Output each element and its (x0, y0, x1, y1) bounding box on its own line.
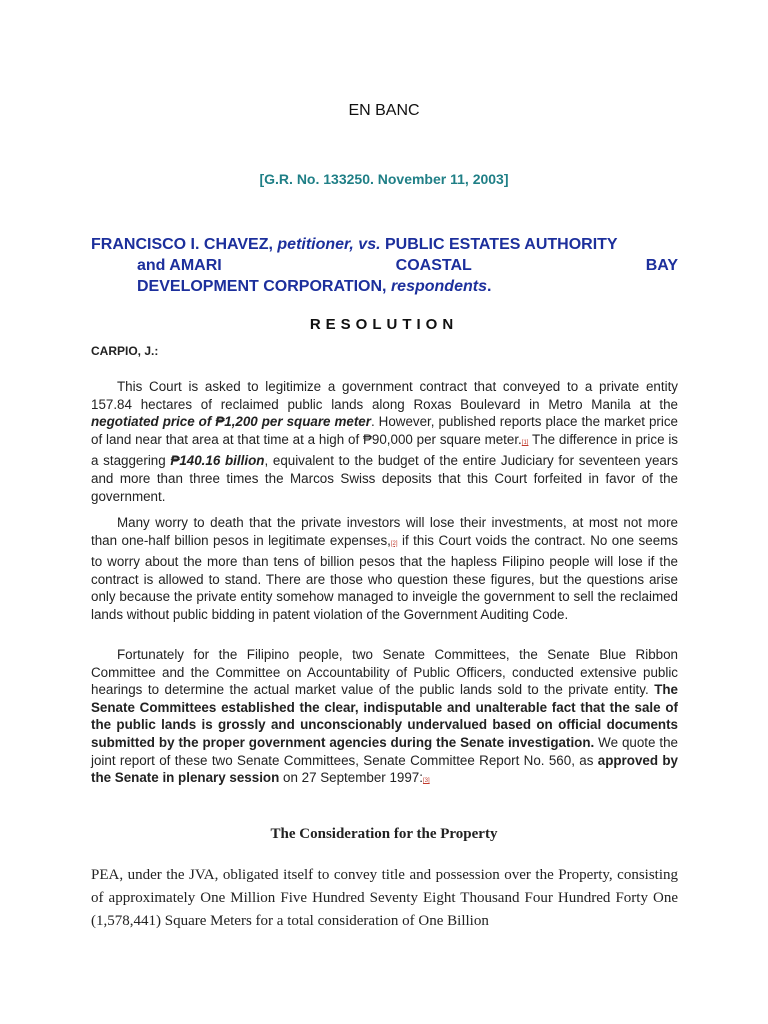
text-run: We quote the joint report of these two Senate Committees, Senate Committee Report No. 560, as (91, 734, 678, 768)
quote-heading: The Consideration for the Property (270, 826, 498, 842)
text-run: , equivalent to the budget of the entire Judiciary for seventeen years and more than three times the Marcos Swiss deposits that this Court forfeited in favor of the government. (91, 453, 679, 504)
text-run: . However, published reports place the market price of land near that area at that time at a high of ₱90,000 per square meter. (91, 414, 678, 447)
footnote-link[interactable]: [1] (521, 439, 529, 446)
text-run: Many worry to death that the private investors will lose their investments, at most not more than one-half billion pesos in legitimate expenses, (91, 515, 678, 548)
case-number: [G.R. No. 133250. November 11, 2003] (259, 171, 509, 187)
text-run: The difference in price is a staggering (91, 431, 678, 469)
text-run: on 27 September 1997: (279, 770, 423, 786)
paragraph-2 (91, 514, 678, 624)
parties-line-1 (91, 234, 678, 255)
parties-word: COASTAL (395, 257, 472, 274)
parties-line-2 (91, 255, 678, 276)
respondent-name-cont: DEVELOPMENT CORPORATION, (137, 278, 387, 295)
petitioner-role: petitioner, (277, 236, 354, 253)
paragraph-1 (91, 378, 678, 505)
emphasis-price: negotiated price of ₱1,200 per square meter (91, 414, 371, 430)
emphasis-approval: approved by the Senate in plenary session (91, 752, 678, 786)
parties-period: . (486, 278, 492, 295)
quote-text: PEA, under the JVA, obligated itself to convey title and possession over the Property, consisting of approximately One Million Five Hundred Seventy Eight Thousand Four Hundred Forty One (1,578,441) Square Meters for a total consideration of One Billion (91, 867, 678, 929)
parties-word: and AMARI (137, 257, 222, 274)
respondent-name: PUBLIC ESTATES AUTHORITY (385, 236, 618, 253)
emphasis-finding: The Senate Committees established the clear, indisputable and unalterable fact that the sale of the public lands is grossly and unconscionably undervalued based on official documents submitted by the proper government agencies during the Senate investigation. (91, 682, 678, 750)
case-parties (91, 234, 678, 297)
petitioner-name: FRANCISCO I. CHAVEZ, (91, 236, 273, 253)
quote-paragraph (91, 864, 678, 933)
document-title: RESOLUTION (309, 316, 459, 333)
footnote-link[interactable]: [3] (422, 778, 430, 785)
paragraph-3 (91, 646, 678, 791)
text-run: Fortunately for the Filipino people, two Senate Committees, the Senate Blue Ribbon Committee and the Committee on Accountability of Public Officers, conducted extensive public hearings to determine the actual market value of the public lands sold to the private entity. (91, 647, 678, 698)
respondent-role: respondents (390, 278, 487, 295)
court-division: EN BANC (348, 102, 420, 119)
footnote-link[interactable]: [2] (390, 540, 398, 547)
emphasis-difference: ₱140.16 billion (170, 453, 265, 469)
parties-line-3 (91, 276, 678, 297)
ponente: CARPIO, J.: (91, 344, 159, 358)
parties-word: BAY (645, 257, 678, 274)
versus: vs. (358, 236, 381, 253)
text-run: if this Court voids the contract. No one seems to worry about the more than tens of billion pesos that the hapless Filipino people will lose if the contract is allowed to stand. There are those who question these figures, but the questions arise only because the private entity somehow managed to inveigle the government to sell the reclaimed lands without public bidding in patent violation of the Government Auditing Code. (91, 532, 678, 622)
text-run: This Court is asked to legitimize a government contract that conveyed to a private entity 157.84 hectares of reclaimed public lands along Roxas Boulevard in Metro Manila at the (91, 379, 678, 412)
